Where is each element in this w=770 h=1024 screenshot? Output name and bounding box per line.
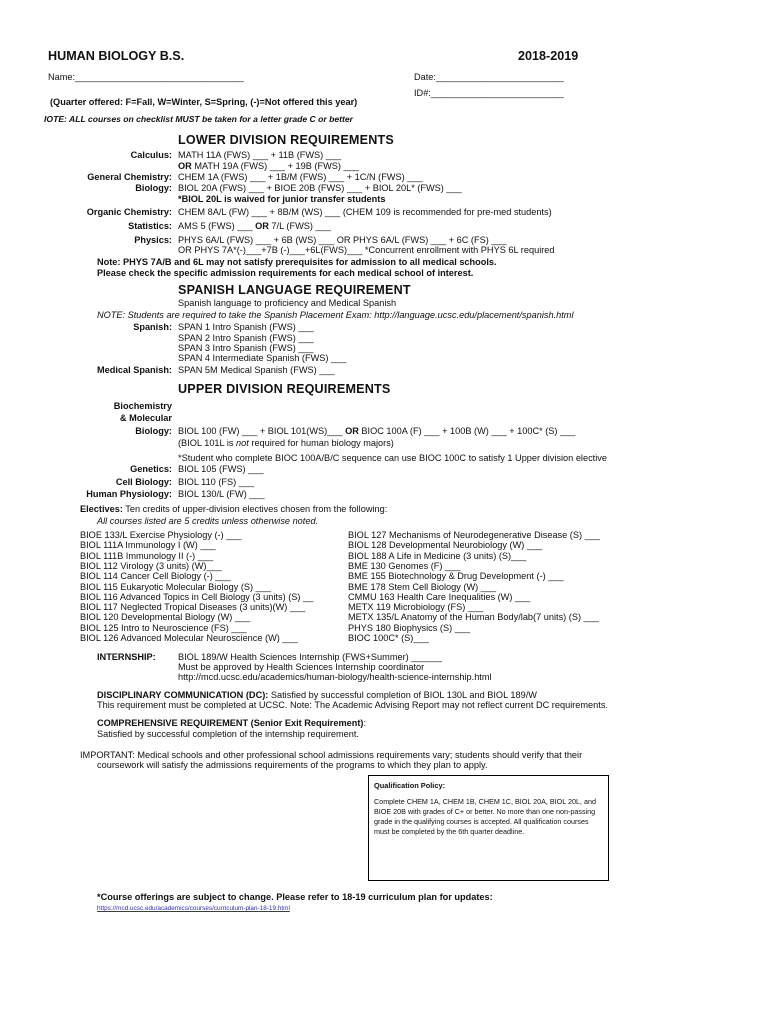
right-elective-item: METX 135/L Anatomy of the Human Body/lab(7 units) (S) ___: [348, 612, 599, 623]
calculus-alt-value: [178, 161, 359, 171]
cell-biology-label: Cell Biology:: [115, 477, 172, 487]
medical-spanish-label: Medical Spanish:: [96, 365, 172, 375]
biochem-label-1: Biochemistry: [113, 401, 172, 411]
electives-text: Ten credits of upper-division electives chosen from the following:: [122, 504, 388, 514]
course-change-note: *Course offerings are subject to change. Please refer to 18-19 curriculum plan for updates:: [97, 892, 493, 902]
biochem-note-b: required for human biology majors): [248, 438, 394, 448]
biochem-value: [178, 426, 575, 436]
upper-division-heading: UPPER DIVISION REQUIREMENTS: [178, 382, 391, 396]
qualification-policy-body: Complete CHEM 1A, CHEM 1B, CHEM 1C, BIOL 20A, BIOL 20L, and BIOE 20B with grades of C+ or better. No more than one non-passing grade in the qualifying courses is accepted. All qualification courses must be completed by the 6th quarter deadline.: [374, 797, 596, 836]
internship-label: INTERNSHIP:: [97, 652, 156, 662]
spanish-placement-note: NOTE: Students are required to take the Spanish Placement Exam: http://language.ucsc.edu/placement/spanish.html: [97, 310, 574, 320]
important-line-1: IMPORTANT: Medical schools and other professional school admissions requirements vary; students should verify that their: [80, 750, 583, 760]
left-elective-item: BIOL 111A Immunology I (W) ___: [80, 540, 216, 551]
left-elective-item: BIOL 120 Developmental Biology (W) ___: [80, 612, 251, 623]
physics-value: PHYS 6A/L (FWS) ___ + 6B (WS) ___ OR PHYS 6A/L (FWS) ___ + 6C (FS) ___: [178, 235, 507, 245]
electives-credit-note: All courses listed are 5 credits unless otherwise noted.: [97, 516, 319, 526]
physics-label: Physics:: [134, 235, 172, 245]
right-elective-item: BME 155 Biotechnology & Drug Development (-) ___: [348, 571, 564, 582]
calculus-label: Calculus:: [130, 150, 172, 160]
biochem-star-note: *Student who complete BIOC 100A/B/C sequence can use BIOC 100C to satisfy 1 Upper division elective: [178, 453, 607, 463]
spanish-label: Spanish:: [133, 322, 172, 332]
cell-biology-value: BIOL 110 (FS) ___: [178, 477, 255, 487]
calculus-value: MATH 11A (FWS) ___ + 11B (FWS) ___: [178, 150, 342, 160]
genetics-value: BIOL 105 (FWS) ___: [178, 464, 264, 474]
id-field[interactable]: ID#:__________________________: [414, 88, 564, 98]
dc-label: DISCIPLINARY COMMUNICATION (DC):: [97, 690, 269, 700]
chemistry-label: General Chemistry:: [87, 172, 172, 182]
chemistry-value: CHEM 1A (FWS) ___ + 1B/M (FWS) ___ + 1C/N (FWS) ___: [178, 172, 423, 182]
biology-value: BIOL 20A (FWS) ___ + BIOE 20B (FWS) ___ + BIOL 20L* (FWS) ___: [178, 183, 462, 193]
electives-label: Electives:: [80, 504, 123, 514]
right-elective-item: PHYS 180 Biophysics (S) ___: [348, 622, 471, 633]
biochem-option-b: BIOC 100A (F) ___ + 100B (W) ___ + 100C* (S) ___: [358, 426, 576, 436]
right-elective-item: BIOL 188 A Life in Medicine (3 units) (S)___: [348, 550, 527, 561]
page-title: HUMAN BIOLOGY B.S.: [48, 49, 185, 63]
left-elective-item: BIOE 133/L Exercise Physiology (-) ___: [80, 530, 242, 540]
statistics-value: AMS 5 (FWS) ___ OR 7/L (FWS) ___: [178, 221, 331, 231]
right-elective-item: BME 178 Stem Cell Biology (W) ___: [348, 581, 497, 592]
left-elective-item: BIOL 114 Cancer Cell Biology (-) ___: [80, 571, 231, 582]
biochem-or: OR: [345, 426, 359, 436]
biology-label: Biology:: [135, 183, 172, 193]
medical-spanish-value: SPAN 5M Medical Spanish (FWS) ___: [178, 365, 335, 375]
internship-url[interactable]: http://mcd.ucsc.edu/academics/human-biology/health-science-internship.html: [178, 672, 492, 682]
or-keyword: OR: [178, 161, 192, 171]
comprehensive-colon: :: [363, 718, 367, 728]
dc-line-2: This requirement must be completed at UCSC. Note: The Academic Advising Report may not reflect current DC requirements.: [97, 700, 608, 710]
right-elective-item: BIOL 127 Mechanisms of Neurodegenerative Disease (S) ___: [348, 530, 600, 540]
span-2: SPAN 2 Intro Spanish (FWS) ___: [178, 333, 314, 343]
comprehensive-label: COMPREHENSIVE REQUIREMENT (Senior Exit Requirement): [97, 718, 364, 728]
physics-note: Note: PHYS 7A/B and 6L may not satisfy prerequisites for admission to all medical schools.: [97, 257, 497, 267]
right-elective-item: BME 130 Genomes (F) ___: [348, 560, 461, 571]
dc-text: Satisfied by successful completion of BIOL 130L and BIOL 189/W: [268, 690, 537, 700]
biochem-label-2: & Molecular: [119, 413, 172, 423]
right-elective-item: CMMU 163 Health Care Inequalities (W) ___: [348, 591, 531, 602]
organic-chem-value: CHEM 8A/L (FW) ___ + 8B/M (WS) ___ (CHEM 109 is recommended for pre-med students): [178, 207, 552, 217]
electives-intro: [80, 504, 387, 514]
left-elective-item: BIOL 117 Neglected Tropical Diseases (3 units)(W) ___: [80, 602, 306, 613]
left-elective-item: BIOL 112 Virology (3 units) (W)___: [80, 560, 222, 571]
spanish-intro: Spanish language to proficiency and Medical Spanish: [178, 298, 397, 308]
biochem-label-3: Biology:: [135, 426, 172, 436]
internship-line-2: Must be approved by Health Sciences Internship coordinator: [178, 662, 425, 672]
left-elective-item: BIOL 116 Advanced Topics in Cell Biology (3 units) (S) __: [80, 591, 314, 602]
academic-year: 2018-2019: [518, 49, 579, 63]
spanish-heading: SPANISH LANGUAGE REQUIREMENT: [178, 283, 411, 297]
biochem-note-not: not: [236, 438, 249, 448]
organic-chem-label: Organic Chemistry:: [86, 207, 172, 217]
right-elective-item: METX 119 Microbiology (FS) ___: [348, 602, 484, 613]
right-elective-item: BIOL 128 Developmental Neurobiology (W) ___: [348, 540, 543, 551]
internship-line-1: BIOL 189/W Health Sciences Internship (FWS+Summer) ______: [178, 652, 442, 662]
biochem-note-a: (BIOL 101L is: [178, 438, 237, 448]
lower-division-heading: LOWER DIVISION REQUIREMENTS: [178, 133, 395, 147]
span-4: SPAN 4 Intermediate Spanish (FWS) ___: [178, 353, 347, 363]
physiology-label: Human Physiology:: [86, 489, 172, 499]
quarter-legend: (Quarter offered: F=Fall, W=Winter, S=Spring, (-)=Not offered this year): [50, 97, 358, 107]
biochem-note: [178, 438, 394, 448]
genetics-label: Genetics:: [130, 464, 172, 474]
dc-line-1: [97, 690, 537, 700]
span-3: SPAN 3 Intro Spanish (FWS) ___: [178, 343, 314, 353]
important-line-2: coursework will satisfy the admissions requirements of the programs to which they plan to apply.: [97, 760, 488, 770]
biology-waiver-note: *BIOL 20L is waived for junior transfer students: [178, 194, 386, 204]
date-field[interactable]: Date:_________________________: [414, 72, 564, 82]
curriculum-plan-link[interactable]: https://mcd.ucsc.edu/academics/courses/curriculum-plan-18-19.html: [97, 905, 290, 912]
qualification-policy-title: Qualification Policy:: [374, 781, 446, 790]
statistics-label: Statistics:: [128, 221, 172, 231]
span-1: SPAN 1 Intro Spanish (FWS) ___: [178, 322, 314, 332]
right-elective-item: BIOC 100C* (S)___: [348, 633, 429, 643]
biochem-option-a: BIOL 100 (FW) ___ + BIOL 101(WS)___: [178, 426, 346, 436]
admission-note: Please check the specific admission requirements for each medical school of interest.: [97, 268, 474, 278]
physiology-value: BIOL 130/L (FW) ___: [178, 489, 265, 499]
comprehensive-line-2: Satisfied by successful completion of the internship requirement.: [97, 729, 359, 739]
comprehensive-line-1: [97, 718, 366, 728]
left-elective-item: BIOL 115 Eukaryotic Molecular Biology (S) ___: [80, 581, 271, 592]
left-elective-item: BIOL 126 Advanced Molecular Neuroscience (W) ___: [80, 633, 298, 643]
qualification-policy-box: [368, 775, 609, 881]
left-elective-item: BIOL 111B Immunology II (-) ___: [80, 550, 214, 561]
physics-alt-value: OR PHYS 7A*(-)___+7B (-)___+6L(FWS)___ *Concurrent enrollment with PHYS 6L required: [178, 245, 555, 255]
left-elective-item: BIOL 125 Intro to Neuroscience (FS) ___: [80, 622, 247, 633]
grade-note: IOTE: ALL courses on checklist MUST be taken for a letter grade C or better: [44, 114, 353, 124]
calculus-alt-text: MATH 19A (FWS) ___ + 19B (FWS) ___: [191, 161, 359, 171]
name-field[interactable]: Name:_________________________________: [48, 72, 244, 82]
